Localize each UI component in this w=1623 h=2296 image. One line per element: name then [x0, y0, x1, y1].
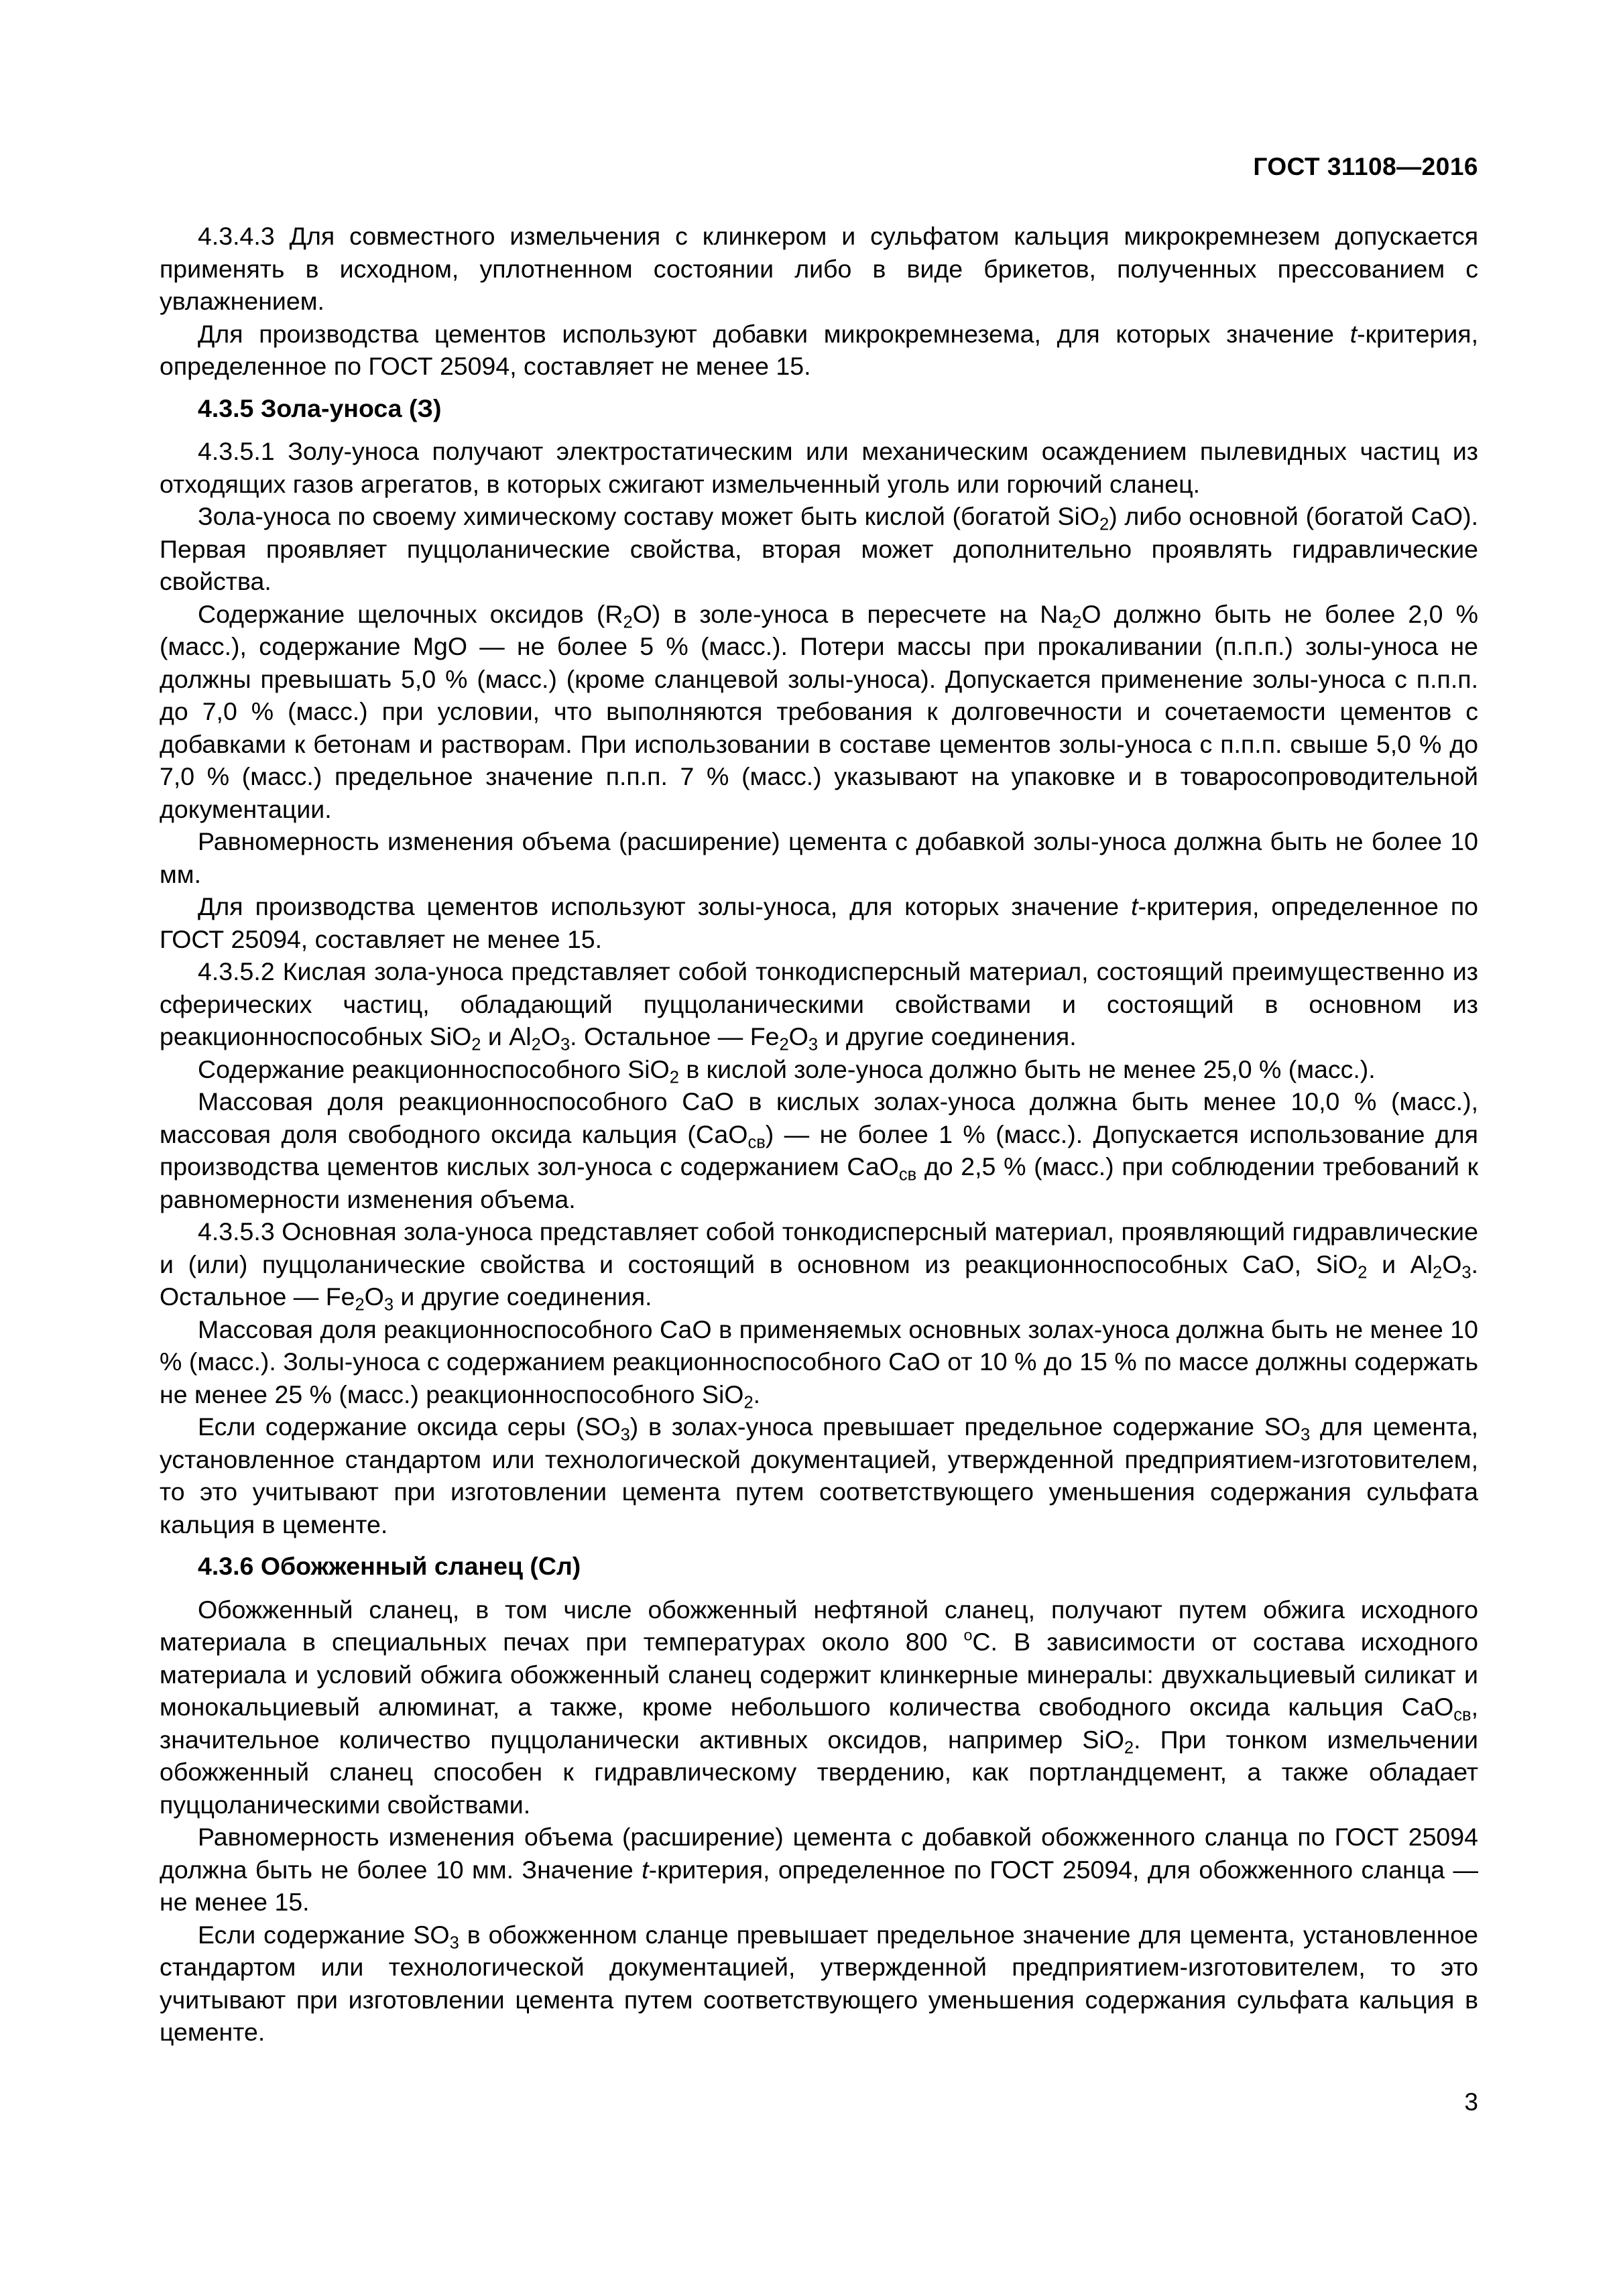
paragraph-fly-ash-criterion: Для производства цементов используют золы-уноса, для которых значение t-критерия, определенное по ГОСТ 25094, составляет не менее 15.: [160, 892, 1478, 953]
document-code-header: ГОСТ 31108—2016: [1253, 153, 1478, 180]
paragraph-shale-volume-change: Равномерность изменения объема (расширение) цемента с добавкой обожженного сланца по ГОСТ 25094 должна быть не более 10 мм. Значение t-критерия, определенное по ГОСТ 25094, для обожженного сланца — не менее 15.: [160, 1823, 1478, 1916]
paragraph-alkali-oxides: Содержание щелочных оксидов $(R_2O)$ в золе-уноса в пересчете на $Na_2O$ должно быть не более 2,0 % (масс.), содержание MgO — не более 5 % (масс.). Потери массы при прокаливании (п.п.п.) золы-уноса не должны превышать 5,0 % (масс.) (кроме сланцевой золы-уноса). Допускается применение золы-уноса с п.п.п. до 7,0 % (масс.) при условии, что выполняются требования к долговечности и сочетаемости цементов с добавками к бетонам и растворам. При использовании в составе цементов золы-уноса с п.п.п. свыше 5,0 % до 7,0 % (масс.) предельное значение п.п.п. 7 % (масс.) указывают на упаковке и в товаросопроводительной документации.: [160, 599, 1478, 823]
paragraph-4-3-5-1: 4.3.5.1 Золу-уноса получают электростатическим или механическим осаждением пылевидных частиц из отходящих газов агрегатов, в которых сжигают измельченный уголь или горючий сланец.: [160, 437, 1478, 498]
paragraph-burnt-shale: Обожженный сланец, в том числе обожженный нефтяной сланец, получают путем обжига исходного материала в специальных печах при температурах около 800 $^о$С. В зависимости от состава исходного материала и условий обжига обожженный сланец содержит клинкерные минералы: двухкальциевый силикат и монокальциевый алюминат, а также, кроме небольшого количества свободного оксида кальция СаО$_{св}$, значительное количество пуццоланически активных оксидов, например SiO$_2$. При тонком измельчении обожженный сланец способен к гидравлическому твердению, как портландцемент, а также обладает пуццоланическими свойствами.: [160, 1595, 1479, 1819]
paragraph-reactive-cao: Массовая доля реакционноспособного СаО в кислых золах-уноса должна быть менее 10,0 % (масс.), массовая доля свободного оксида кальция (СаО$_{св}$) — не более 1 % (масс.). Допускается использование для производства цементов кислых зол-уноса с содержанием СаО$_{св}$ до 2,5 % (масс.) при соблюдении требований к равномерности изменения объема.: [160, 1087, 1479, 1213]
paragraph-4-3-4-3-criterion: Для производства цементов используют добавки микрокремнезема, для которых значение t-критерия, определенное по ГОСТ 25094, составляет не менее 15.: [160, 319, 1478, 380]
paragraph-shale-so3: Если содержание $SO_3$ в обожженном сланце превышает предельное значение для цемента, установленное стандартом или технологической документацией, утвержденной предприятием-изготовителем, то это учитывают при изготовлении цемента путем соответствующего уменьшения содержания сульфата кальция в цементе.: [160, 1920, 1479, 2046]
paragraph-basic-ash-cao: Массовая доля реакционноспособного СаО в применяемых основных золах-уноса должна быть не менее 10 % (масс.). Золы-уноса с содержанием реакционноспособного СаО от 10 % до 15 % по массе должны содержать не менее 25 % (масс.) реакционноспособного SiO$_2$.: [160, 1315, 1478, 1412]
paragraph-4-3-4-3: 4.3.4.3 Для совместного измельчения с клинкером и сульфатом кальция микрокремнезем допускается применять в исходном, уплотненном состоянии либо в виде брикетов, полученных прессованием с увлажнением.: [160, 222, 1478, 315]
paragraph-volume-change: Равномерность изменения объема (расширение) цемента с добавкой золы-уноса должна быть не более 10 мм.: [160, 827, 1478, 888]
paragraph-sulfur-oxide: Если содержание оксида серы $(SO_3)$ в золах-уноса превышает предельное содержание $SO_3$ для цемента, установленное стандартом или технологической документацией, утвержденной предприятием-изготовителем, то это учитывают при изготовлении цемента путем соответствующего уменьшения содержания сульфата кальция в цементе.: [160, 1412, 1478, 1538]
paragraph-4-3-5-2: 4.3.5.2 Кислая зола-уноса представляет собой тонкодисперсный материал, состоящий преимущественно из сферических частиц, обладающий пуццоланическими свойствами и состоящий в основном из реакционноспособных SiO$_2$ и $Al_2O_3$. Остальное — $Fe_2O_3$ и другие соединения.: [160, 957, 1478, 1054]
paragraph-4-3-5-3: 4.3.5.3 Основная зола-уноса представляет собой тонкодисперсный материал, проявляющий гидравлические и (или) пуццоланические свойства и состоящий в основном из реакционноспособных СаО, SiO$_2$ и $Al_2O_3$. Остальное — $Fe_2O_3$ и другие соединения.: [160, 1217, 1478, 1315]
paragraph-reactive-sio2: Содержание реакционноспособного SiO$_2$ в кислой золе-уноса должно быть не менее 25,0 % (масс.).: [198, 1054, 1376, 1087]
document-body: [160, 220, 1478, 2049]
page-number: 3: [1464, 2088, 1478, 2116]
section-heading-4-3-5: 4.3.5 Зола-уноса (З): [198, 394, 442, 422]
paragraph-fly-ash-composition: Зола-уноса по своему химическому составу может быть кислой (богатой SiO$_2$) либо основной (богатой СаО). Первая проявляет пуццоланические свойства, вторая может дополнительно проявлять гидравлические свойства.: [160, 502, 1478, 595]
section-heading-4-3-6: 4.3.6 Обожженный сланец (Сл): [198, 1552, 581, 1580]
